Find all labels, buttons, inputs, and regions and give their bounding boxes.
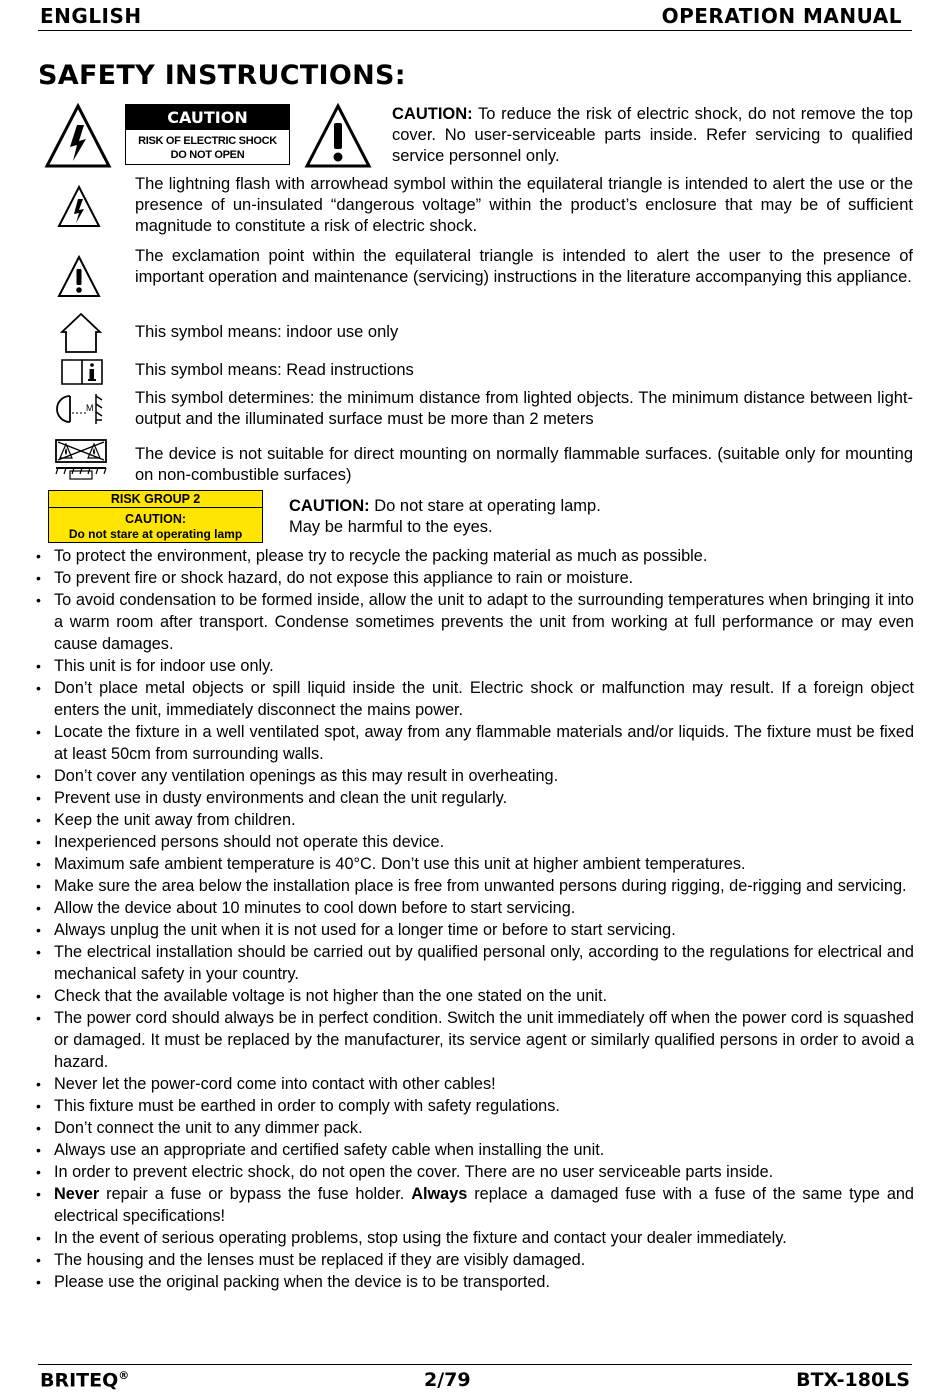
list-item: • This fixture must be earthed in order to comply with safety regulations. — [30, 1095, 914, 1117]
flammable-surface-icon — [54, 438, 108, 482]
symbol-text-distance: This symbol determines: the minimum distance from lighted objects. The minimum distance between light-output and the illuminated surface must be more than 2 meters — [135, 389, 913, 428]
caution-shock-label — [125, 104, 290, 165]
risk-label-group: RISK GROUP 2 — [49, 492, 262, 508]
list-item: • Maximum safe ambient temperature is 40°C. Don’t use this unit at higher ambient temperatures. — [30, 853, 914, 875]
light-distance-icon — [56, 392, 108, 426]
list-item: • Inexperienced persons should not operate this device. — [30, 831, 914, 853]
distance-icon-label: M — [86, 403, 94, 413]
fuse-never: Never — [54, 1185, 100, 1203]
list-item: • Locate the fixture in a well ventilated spot, away from any flammable materials and/or liquids. The fixture must be fixed at least 50cm from surrounding walls. — [30, 721, 914, 765]
exclamation-triangle-icon — [304, 103, 372, 169]
page-footer — [38, 1364, 912, 1395]
list-item: • Make sure the area below the installation place is free from unwanted persons during rigging, de-rigging and servicing. — [30, 875, 914, 897]
symbol-text-flammable: The device is not suitable for direct mounting on normally flammable surfaces. (suitable only for mounting on non-combustible surfaces) — [135, 445, 913, 484]
exclamation-triangle-icon — [57, 255, 101, 299]
fuse-text-1: repair a fuse or bypass the fuse holder. — [99, 1185, 412, 1203]
symbol-text-lightning: The lightning flash with arrowhead symbol within the equilateral triangle is intended to alert the use or the presence of un-insulated “dangerous voltage” within the product’s enclosure that may be of sufficient magnitude to constitute a risk of electric shock. — [135, 175, 913, 235]
header-document-type: OPERATION MANUAL — [661, 4, 902, 28]
caution-label-title: CAUTION — [126, 105, 289, 130]
lamp-caution-text — [289, 496, 789, 538]
page-header — [38, 2, 912, 31]
list-item: • To prevent fire or shock hazard, do not expose this appliance to rain or moisture. — [30, 567, 914, 589]
list-item: • The housing and the lenses must be replaced if they are visibly damaged. — [30, 1249, 914, 1271]
list-item: • In order to prevent electric shock, do not open the cover. There are no user serviceable parts inside. — [30, 1161, 914, 1183]
footer-brand-name: BRITEQ — [40, 1369, 119, 1392]
caution-text-bold: CAUTION: — [392, 105, 473, 123]
symbol-text-read-instructions: This symbol means: Read instructions — [135, 361, 414, 379]
fuse-text-2: replace a damaged fuse with a fuse of the same type and electrical specifications! — [54, 1185, 914, 1225]
list-item-fuse — [30, 1183, 914, 1227]
lamp-caution-line1 — [289, 496, 789, 517]
symbol-text-indoor: This symbol means: indoor use only — [135, 323, 399, 341]
risk-label-caution: CAUTION: — [124, 512, 187, 526]
list-item: • Allow the device about 10 minutes to cool down before to start servicing. — [30, 897, 914, 919]
page-title: SAFETY INSTRUCTIONS: — [38, 60, 406, 91]
list-item: • This unit is for indoor use only. — [30, 655, 914, 677]
footer-page-number: 2/79 — [424, 1369, 471, 1391]
fuse-always: Always — [411, 1185, 468, 1203]
footer-brand — [40, 1369, 129, 1391]
list-item: • Check that the available voltage is not higher than the one stated on the unit. — [30, 985, 914, 1007]
list-item: • Always unplug the unit when it is not used for a longer time or before to start servicing. — [30, 919, 914, 941]
list-item: • The power cord should always be in perfect condition. Switch the unit immediately off when the power cord is squashed or damaged. It must be replaced by the manufacturer, its service agent or similarly qualified persons in order to avoid a hazard. — [30, 1007, 914, 1073]
list-item: • Don’t place metal objects or spill liquid inside the unit. Electric shock or malfunction may result. If a foreign object enters the unit, immediately disconnect the mains power. — [30, 677, 914, 721]
lightning-triangle-icon — [57, 185, 101, 229]
house-icon — [60, 312, 102, 354]
caution-label-line1: RISK OF ELECTRIC SHOCK — [138, 135, 277, 147]
list-item: • To protect the environment, please try to recycle the packing material as much as possible. — [30, 545, 914, 567]
list-item: • Please use the original packing when the device is to be transported. — [30, 1271, 914, 1293]
list-item: • Don’t cover any ventilation openings as this may result in overheating. — [30, 765, 914, 787]
safety-bullet-list — [30, 545, 914, 1293]
list-item: • To avoid condensation to be formed inside, allow the unit to adapt to the surrounding temperatures when bringing it into a warm room after transport. Condense sometimes prevents the unit from working at full performance or may even cause damages. — [30, 589, 914, 655]
header-language: ENGLISH — [40, 4, 142, 28]
risk-group-label — [48, 490, 263, 543]
footer-model: BTX-180LS — [796, 1369, 910, 1391]
book-info-icon — [60, 356, 104, 386]
lightning-triangle-icon — [44, 103, 112, 169]
risk-label-warning: Do not stare at operating lamp — [68, 527, 243, 541]
list-item: • Prevent use in dusty environments and clean the unit regularly. — [30, 787, 914, 809]
list-item: • The electrical installation should be carried out by qualified personal only, according to the regulations for electrical and mechanical safety in your country. — [30, 941, 914, 985]
symbol-text-exclamation: The exclamation point within the equilateral triangle is intended to alert the user to the presence of important operation and maintenance (servicing) instructions in the literature accompanying this appliance. — [135, 247, 913, 286]
lamp-caution-body: Do not stare at operating lamp. — [369, 497, 601, 515]
caution-text-body: To reduce the risk of electric shock, do not remove the top cover. No user-serviceable parts inside. Refer servicing to qualified service personnel only. — [392, 105, 913, 165]
lamp-caution-line2: May be harmful to the eyes. — [289, 518, 493, 536]
list-item: • Keep the unit away from children. — [30, 809, 914, 831]
lamp-caution-bold: CAUTION: — [289, 497, 370, 515]
list-item: • Don’t connect the unit to any dimmer pack. — [30, 1117, 914, 1139]
caution-label-line2: DO NOT OPEN — [170, 149, 245, 161]
list-item: • Never let the power-cord come into contact with other cables! — [30, 1073, 914, 1095]
list-item: • In the event of serious operating problems, stop using the fixture and contact your dealer immediately. — [30, 1227, 914, 1249]
caution-text — [392, 104, 913, 167]
list-item: • Always use an appropriate and certified safety cable when installing the unit. — [30, 1139, 914, 1161]
footer-registered-mark: ® — [118, 1369, 130, 1382]
